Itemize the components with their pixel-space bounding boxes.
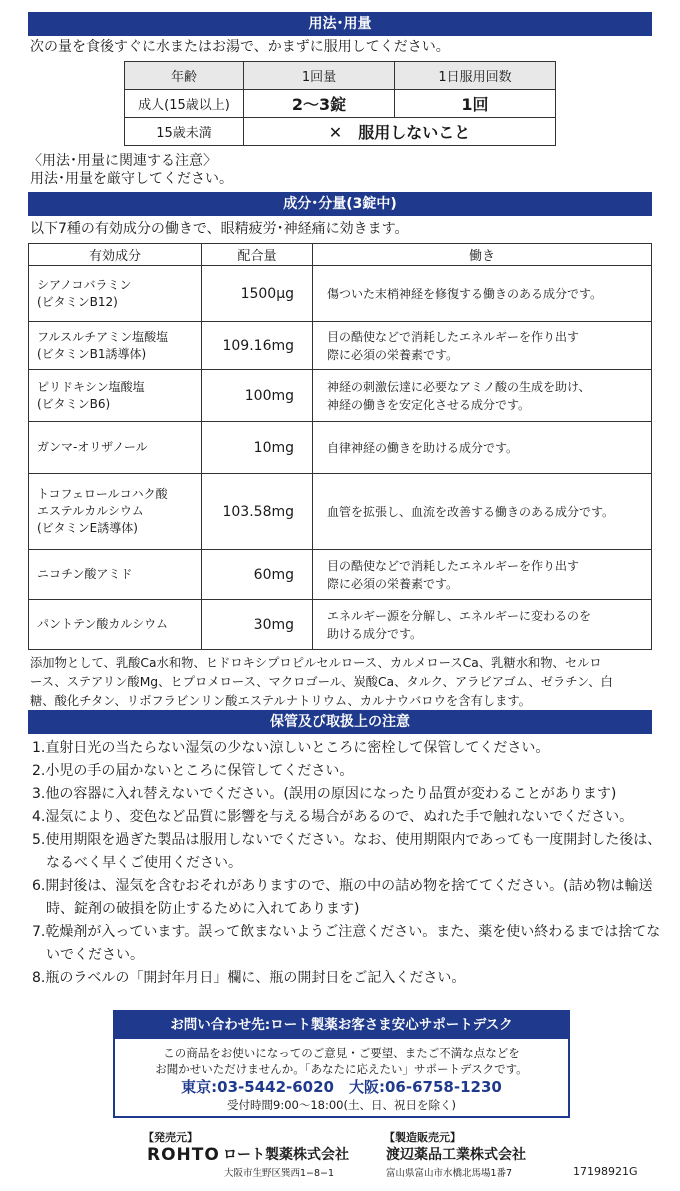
ingredient-effect: 神経の刺激伝達に必要なアミノ酸の生成を助け、 bbox=[327, 379, 591, 394]
adult-dose: 2〜3錠 bbox=[244, 90, 395, 118]
ingredients-table bbox=[28, 243, 652, 650]
ingredient-name-line2: エステルカルシウム bbox=[37, 504, 144, 518]
ingredient-effect: 傷ついた末梢神経を修復する働きのある成分です。 bbox=[327, 286, 603, 301]
ingredients-intro: 以下7種の有効成分の働きで、眼精疲労･神経痛に効きます。 bbox=[30, 221, 409, 237]
ingredient-name: フルスルチアミン塩酸塩 bbox=[37, 329, 169, 344]
ingredient-name: パントテン酸カルシウム bbox=[37, 617, 168, 631]
ingredient-effect: 血管を拡張し、血流を改善する働きのある成分です。 bbox=[327, 504, 615, 519]
support-hours: 受付時間9:00〜18:00(土、日、祝日を除く) bbox=[227, 1098, 456, 1112]
header-age: 年齢 bbox=[125, 62, 244, 90]
maker-label: 【製造販売元】 bbox=[384, 1131, 461, 1144]
ingredient-row bbox=[29, 266, 652, 322]
storage-item: 7.乾燥剤が入っています。誤って飲まないようご注意ください。また、薬を使い終わるまでは捨てないでください。 bbox=[32, 924, 661, 963]
storage-item: 3.他の容器に入れ替えないでください。(誤用の原因になったり品質が変わることがあります) bbox=[32, 786, 617, 802]
ingredients-table-header bbox=[29, 244, 652, 266]
ingredient-name: シアノコバラミン bbox=[37, 277, 132, 292]
ingredient-name: ピリドキシン塩酸塩 bbox=[37, 379, 145, 394]
header-ingredient: 有効成分 bbox=[29, 244, 202, 266]
ingredients-heading: 成分･分量(3錠中) bbox=[28, 192, 652, 216]
ingredient-effect: 目の酷使などで消耗したエネルギーを作り出す bbox=[327, 329, 580, 344]
dose-table-header bbox=[125, 62, 556, 90]
ingredient-amount: 30mg bbox=[202, 600, 313, 650]
maker-name: 渡辺薬品工業株式会社 bbox=[386, 1147, 526, 1163]
ingredient-subname: (ビタミンB6) bbox=[37, 396, 111, 411]
ingredient-effect-line2: 際に必須の栄養素です。 bbox=[327, 347, 459, 362]
ingredient-row bbox=[29, 600, 652, 650]
ingredient-row bbox=[29, 550, 652, 600]
dose-row-child bbox=[125, 118, 556, 146]
seller-address: 大阪市生野区巽西1−8−1 bbox=[224, 1168, 335, 1179]
support-text-line: お聞かせいただけませんか。「あなたに応えたい」サポートデスクです。 bbox=[155, 1062, 528, 1076]
ingredient-effect: 自律神経の働きを助ける成分です。 bbox=[327, 440, 519, 455]
ingredient-subname: (ビタミンB12) bbox=[37, 294, 118, 309]
support-phone: 東京:03-5442-6020 大阪:06-6758-1230 bbox=[181, 1078, 502, 1096]
ingredient-amount: 103.58mg bbox=[202, 474, 313, 550]
storage-item: 2.小児の手の届かないところに保管してください。 bbox=[32, 763, 354, 779]
header-dose: 1回量 bbox=[244, 62, 395, 90]
support-text-line: この商品をお使いになってのご意見・ご要望、またご不満な点などを bbox=[163, 1046, 520, 1060]
maker-address: 富山県富山市水橋北馬場1番7 bbox=[386, 1168, 513, 1179]
ingredient-row bbox=[29, 322, 652, 370]
ingredient-row bbox=[29, 422, 652, 474]
storage-heading: 保管及び取扱上の注意 bbox=[28, 710, 652, 734]
storage-item: 8.瓶のラベルの「開封年月日」欄に、瓶の開封日をご記入ください。 bbox=[32, 970, 466, 986]
ingredient-effect-line2: 神経の働きを安定化させる成分です。 bbox=[327, 397, 531, 412]
ingredient-row bbox=[29, 370, 652, 422]
ingredient-effect-line2: 助ける成分です。 bbox=[327, 626, 423, 641]
additives-line: 添加物として、乳酸Ca水和物、ヒドロキシプロピルセルロース、カルメロースCa、乳糖水和物、セルロ bbox=[30, 656, 602, 670]
header-amount: 配合量 bbox=[202, 244, 313, 266]
storage-item: 5.使用期限を過ぎた製品は服用しないでください。なお、使用期限内であっても一度開封した後は、なるべく早くご使用ください。 bbox=[32, 832, 662, 871]
ingredient-effect: 目の酷使などで消耗したエネルギーを作り出す bbox=[327, 558, 580, 573]
product-code: 17198921G bbox=[573, 1165, 638, 1178]
support-title: お問い合わせ先:ロート製薬お客さま安心サポートデスク bbox=[115, 1012, 568, 1039]
seller-name: ロート製薬株式会社 bbox=[223, 1147, 349, 1163]
ingredient-name: トコフェロールコハク酸 bbox=[37, 487, 168, 501]
ingredient-amount: 60mg bbox=[202, 550, 313, 600]
dose-table bbox=[124, 61, 556, 146]
usage-note-title: 〈用法･用量に関連する注意〉 bbox=[28, 153, 217, 169]
additives-line: ース、ステアリン酸Mg、ヒプロメロース、マクロゴール、炭酸Ca、タルク、アラビアゴム、ゼラチン、白 bbox=[30, 675, 613, 689]
ingredient-name: ニコチン酸アミド bbox=[37, 567, 133, 581]
storage-item: 1.直射日光の当たらない湿気の少ない涼しいところに密栓して保管してください。 bbox=[32, 740, 550, 756]
storage-list bbox=[32, 737, 662, 990]
ingredient-amount: 109.16mg bbox=[202, 322, 313, 370]
child-age: 15歳未満 bbox=[125, 118, 244, 146]
ingredient-effect: エネルギー源を分解し、エネルギーに変わるのを bbox=[327, 608, 592, 623]
header-effect: 働き bbox=[313, 244, 652, 266]
adult-times: 1回 bbox=[395, 90, 556, 118]
ingredient-amount: 1500μg bbox=[202, 266, 313, 322]
ingredient-subname: (ビタミンB1誘導体) bbox=[37, 346, 147, 361]
child-note: ✕ 服用しないこと bbox=[244, 118, 556, 146]
usage-heading: 用法･用量 bbox=[28, 12, 652, 36]
dose-row-adult bbox=[125, 90, 556, 118]
storage-item: 4.湿気により、変色など品質に影響を与える場合があるので、ぬれた手で触れないでください。 bbox=[32, 809, 634, 825]
support-desk-box bbox=[113, 1010, 570, 1118]
ingredient-effect-line2: 際に必須の栄養素です。 bbox=[327, 576, 459, 591]
rohto-logo: ROHTO bbox=[147, 1145, 220, 1165]
usage-intro: 次の量を食後すぐに水またはお湯で、かまずに服用してください。 bbox=[30, 39, 450, 55]
ingredient-row bbox=[29, 474, 652, 550]
ingredient-subname: (ビタミンE誘導体) bbox=[37, 521, 138, 535]
additives-text bbox=[30, 654, 654, 711]
usage-note-text: 用法･用量を厳守してください。 bbox=[30, 171, 233, 187]
additives-line: 糖、酸化チタン、リボフラビンリン酸エステルナトリウム、カルナウバロウを含有します。 bbox=[30, 694, 531, 708]
ingredient-amount: 10mg bbox=[202, 422, 313, 474]
ingredient-amount: 100mg bbox=[202, 370, 313, 422]
storage-item: 6.開封後は、湿気を含むおそれがありますので、瓶の中の詰め物を捨ててください。(詰め物は輸送時、錠剤の破損を防止するために入れてあります) bbox=[32, 878, 653, 917]
header-times: 1日服用回数 bbox=[395, 62, 556, 90]
adult-age: 成人(15歳以上) bbox=[125, 90, 244, 118]
seller-label: 【発売元】 bbox=[143, 1131, 198, 1144]
ingredient-name: ガンマ-オリザノール bbox=[37, 440, 148, 454]
